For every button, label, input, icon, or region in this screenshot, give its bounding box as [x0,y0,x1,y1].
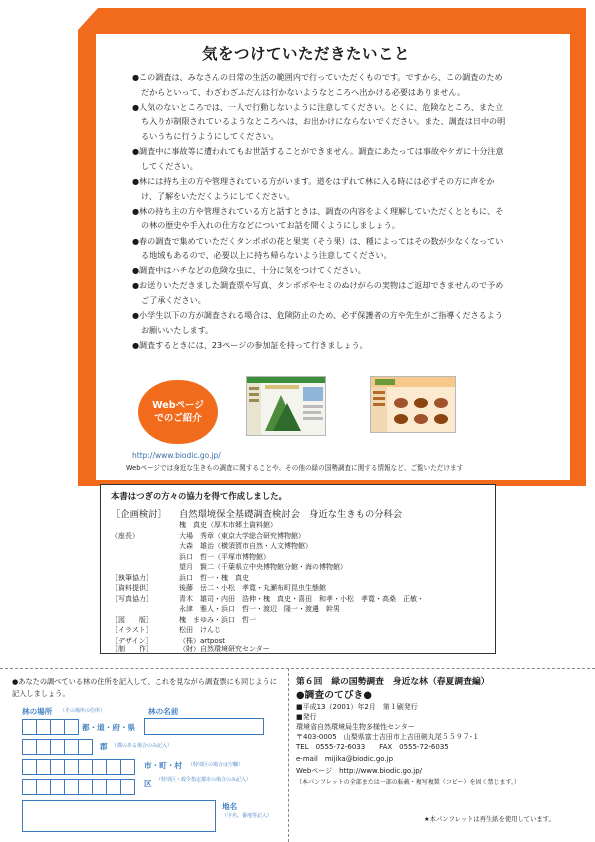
website-url-link[interactable]: http://www.biodic.go.jp/ [132,451,221,460]
credit-role: ［執筆協力］ [111,573,153,582]
ward-char-box[interactable] [120,779,135,795]
credit-line [111,562,347,572]
publication-line: （本パンフレットの全部または一部の転載・複写複製（コピー）を固く禁じます。） [296,779,520,786]
prefecture-char-box[interactable] [22,719,37,735]
credit-role: ［イラスト］ [111,626,153,634]
form-instruction: ●あなたの調べている林の住所を記入して、これを見ながら調査票にも同じように記入しましょう。 [12,677,277,698]
prefecture-char-box[interactable] [64,719,79,735]
web-caption: Webページでは身近な生きもの調査に関することや、その他の緑の国勢調査に関する情報など、ご覧いただけます [126,464,464,472]
website-screenshot-2 [370,376,456,433]
tip-item: ●この調査は、みなさんの日常の生活の範囲内で行っていただくものです。ですから、この調査のためだからといって、わざわざふだんは行かないようなところへ出かける必要はありません。 [132,72,503,97]
credit-text: 槐 真史（厚木市郷土資料館） [179,521,277,529]
place-name-field[interactable] [22,800,216,832]
credit-line [111,573,249,583]
forest-name-label: 林の名前 [148,707,179,716]
publication-line: e-mail mijika@biodic.go.jp [296,755,394,763]
page-title: 気をつけていただきたいこと [201,45,410,63]
credit-role: ［図 版］ [111,615,153,624]
credit-text: 後藤 岳二・小松 孝寛・丸瀬布町昆虫生態館 [179,584,326,592]
gun-char-box[interactable] [22,739,37,755]
location-sublabel: （その場所の住所） [60,708,106,714]
credit-text: 槐 まゆみ・浜口 哲一 [179,615,256,624]
credit-line [111,615,256,625]
credit-text: 大場 秀章（東京大学総合研究博物館） [179,531,305,540]
website-screenshot-image [247,377,326,436]
credit-line [111,552,270,562]
gun-char-box[interactable] [64,739,79,755]
ward-char-box[interactable] [92,779,107,795]
credit-text: （株）artpost [179,636,226,645]
cut-line-vertical [288,668,289,842]
credit-line [111,604,340,614]
tip-item: ●調査中はハチなどの危険な虫に、十分に気をつけてください。 [132,265,366,276]
cut-line-horizontal [0,668,595,669]
credit-text: （財）自然環境研究センター [179,645,270,653]
credit-text: 浜口 哲一（平塚市博物館） [179,552,270,561]
credit-role: ［資料提供］ [111,584,153,592]
website-screenshot-image [371,377,456,433]
credit-text: 永津 雅人・浜口 哲一・渡辺 隆一・渡邊 幹男 [179,605,340,613]
city-label: 市・町・村 [144,761,182,770]
place-label: 地名 [222,802,238,811]
credit-text: 浜口 哲一・槐 真史 [179,573,249,582]
city-char-box[interactable] [92,759,107,775]
publication-line: Webページ http://www.biodic.go.jp/ [296,767,423,775]
publication-line: ■発行 [296,713,317,721]
ward-char-box[interactable] [36,779,51,795]
tips-list [132,70,510,353]
credits-box [100,484,496,654]
credit-role: ［制 作］ [111,645,153,653]
credit-role: ［デザイン］ [111,636,153,645]
credit-text: 大森 雄治（横須賀市自然・人文博物館） [179,542,312,550]
prefecture-grid [22,719,78,735]
tip-item: ●調査中に事故等に遭われてもお世話することができません。調査にあたっては事故やケガに十分注意してください。 [132,146,504,171]
credit-role: （座長） [111,531,139,540]
publication-line: 環境省自然環境局生物多様性センター [296,723,415,731]
city-char-box[interactable] [106,759,121,775]
credit-text: 望月 賢二（千葉県立中央博物館分館・海の博物館） [179,563,347,571]
credit-role: ［写真協力］ [111,594,153,603]
credit-text: 青木 雄司・内田 浩伸・槐 真史・喜田 和孝・小松 孝寛・高桑 正敏・ [179,594,424,603]
ward-char-box[interactable] [50,779,65,795]
city-sublabel: （特別区の場合は空欄） [188,762,244,768]
city-char-box[interactable] [64,759,79,775]
ward-char-box[interactable] [64,779,79,795]
tip-item: ●お送りいただきました調査票や写真、タンポポやセミのぬけがらの実物はご返却できませんので予めご了承ください。 [132,280,504,306]
tip-item: ●人気のないところでは、一人で行動しないように注意してください。とくに、危険なところ、また立ち入りが制限されているようなところへは、お出かけにならないでください。また、調査は日中の明るいうちに行うようにしてください。 [132,101,506,141]
gun-grid [22,739,92,755]
ward-char-box[interactable] [78,779,93,795]
tip-item: ●林には持ち主の方や管理されている方がいます。道をはずれて林に入る時には必ずその方に声をかけ、了解をいただくようにしてください。 [132,175,495,201]
tip-item: ●林の持ち主の方や管理されている方と話すときは、調査の内容をよく理解していただくとともに、その林の歴史や手入れの仕方などについてお話を聞くようにしましょう。 [132,205,504,231]
publication-line: ■平成13（2001）年2月 第１刷発行 [296,703,418,711]
web-page-badge [138,380,218,444]
publication-line: 〒403-0005 山梨県富士吉田市上吉田剣丸尾５５９７-１ [296,733,480,741]
credit-line [111,594,424,604]
tip-item: ●春の調査で集めていただくタンポポの花と果実（そう果）は、種によってはその数が少なくなっている地域もあるので、必要以上に持ち帰らないよう注意してください。 [132,235,504,261]
publication-title: 第６回 緑の国勢調査 身近な林（春夏調査編） [296,677,490,687]
prefecture-label: 都・道・府・県 [82,723,136,732]
city-char-box[interactable] [120,759,135,775]
credit-role: ［企画検討］ [111,509,167,520]
credit-line [111,506,402,520]
tip-item: ●小学生以下の方が調査される場合は、危険防止のため、必ず保護者の方や先生がご指導くださるようお願いいたします。 [132,310,503,335]
recycled-paper-note: ★本パンフレットは再生紙を使用しています。 [424,816,555,823]
gun-label: 郡 [100,742,108,751]
prefecture-char-box[interactable] [50,719,65,735]
ward-char-box[interactable] [106,779,121,795]
ward-sublabel: （特別区・政令指定都市の場合のみ記入） [156,777,252,783]
prefecture-char-box[interactable] [36,719,51,735]
city-grid [22,759,134,775]
credit-line [111,583,326,593]
city-char-box[interactable] [50,759,65,775]
publication-subtitle: ●調査のてびき● [296,690,372,701]
gun-char-box[interactable] [36,739,51,755]
credit-line [111,531,305,541]
city-char-box[interactable] [78,759,93,775]
credit-text: 自然環境保全基礎調査検討会 身近な生きもの分科会 [179,509,403,520]
gun-sublabel: （郡のある場合のみ記入） [112,743,173,749]
tip-item: ●調査するときには、23ページの参加証を持って行きましょう。 [132,340,368,351]
credit-line [111,520,277,530]
credit-line [111,541,312,551]
gun-char-box[interactable] [78,739,93,755]
credit-text: 松田 けんじ [179,626,221,634]
credit-line [111,625,221,635]
website-screenshot-1 [246,376,326,436]
web-badge-line2: でのご紹介 [154,413,202,424]
credits-heading: 本書はつぎの方々の協力を得て作成しました。 [111,491,287,501]
gun-char-box[interactable] [50,739,65,755]
place-sublabel: （字名、番地等記入） [222,813,273,819]
ward-grid [22,779,134,795]
ward-label: 区 [144,779,152,788]
forest-name-field[interactable] [144,718,264,735]
location-label: 林の場所 [22,707,53,716]
web-badge-line1: Webページ [152,400,204,411]
publication-line: TEL 0555-72-6033 FAX 0555-72-6035 [296,743,449,751]
ward-char-box[interactable] [22,779,37,795]
credit-line [111,644,270,654]
city-char-box[interactable] [22,759,37,775]
city-char-box[interactable] [36,759,51,775]
